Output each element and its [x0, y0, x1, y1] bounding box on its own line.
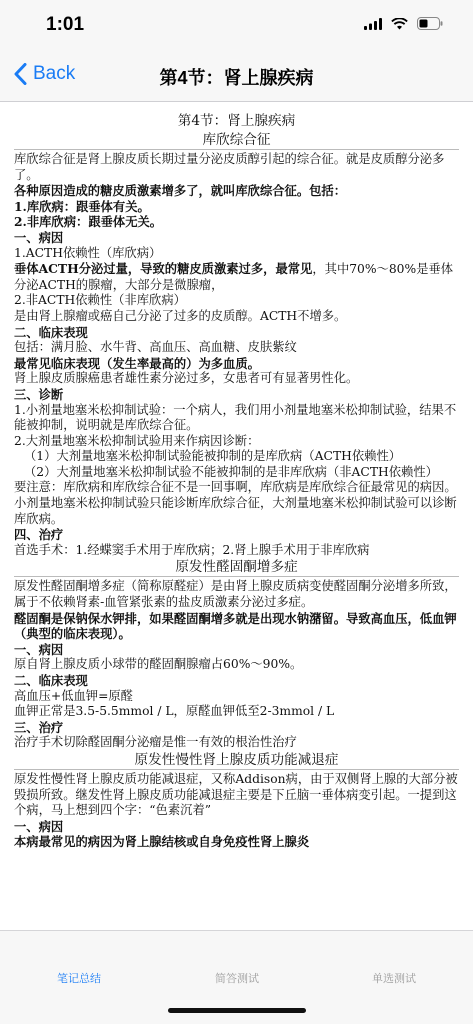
line-text: 本病最常见的病因为肾上腺结核或自身免疫性肾上腺炎 — [14, 834, 310, 850]
battery-icon — [417, 17, 443, 30]
text-line — [14, 449, 459, 465]
line-text: 原发性醛固酮增多症（简称原醛症）是由肾上腺皮质病变使醛固酮分泌增多所致，属于不依赖肾素-血管紧张素的盐皮质激素分泌过多症。 — [14, 579, 457, 610]
line-text: 2.非ACTH依赖性（非库欣病） — [14, 293, 186, 308]
line-text: 三、治疗 — [14, 719, 64, 735]
line-text: 2.非库欣病：跟垂体无关。 — [14, 214, 163, 230]
status-icons — [364, 17, 443, 30]
line-text: 血钾正常是3.5-5.5mmol / L，原醛血钾低至2-3mmol / L — [14, 704, 335, 719]
line-text: （2）大剂量地塞米松抑制试验不能被抑制的是非库欣病（非ACTH依赖性） — [24, 464, 438, 479]
text-line — [14, 496, 459, 527]
tab-short-answer-test[interactable]: 简答测试 — [215, 972, 259, 985]
line-text: 醛固酮是保钠保水钾排，如果醛固酮增多就是出现水钠潴留。导致高血压，低血钾（典型的临床表现）。 — [14, 610, 457, 642]
line-text: 2.大剂量地塞米松抑制试验用来作病因诊断： — [14, 433, 260, 448]
text-line — [14, 834, 459, 850]
line-text: 肾上腺皮质腺癌患者雄性素分泌过多，女患者可有显著男性化。 — [14, 371, 359, 386]
text-line — [14, 152, 459, 183]
line-text: 二、临床表现 — [14, 324, 88, 340]
line-text: 包括：满月脸、水牛背、高血压、高血糖、皮肤紫纹 — [14, 340, 297, 355]
status-time: 1:01 — [46, 14, 85, 35]
text-line — [14, 480, 459, 496]
text-line — [14, 772, 459, 819]
line-text: 要注意：库欣病和库欣综合征不是一回事啊，库欣病是库欣综合征最常见的病因。 — [14, 480, 457, 495]
text-line — [14, 199, 459, 215]
text-line — [14, 642, 459, 658]
line-text: 是由肾上腺瘤或癌自己分泌了过多的皮质醇。ACTH不增多。 — [14, 308, 347, 323]
text-line — [14, 527, 459, 543]
notes-document — [0, 102, 473, 850]
text-line — [14, 720, 459, 736]
line-text: 一、病因 — [14, 818, 64, 834]
text-line — [14, 246, 459, 262]
line-text: 1.库欣病：跟垂体有关。 — [14, 198, 150, 214]
text-line — [14, 543, 459, 559]
line-text: 一、病因 — [14, 641, 64, 657]
text-line — [14, 434, 459, 450]
line-text: 原发性慢性肾上腺皮质功能减退症 — [134, 751, 339, 768]
line-text: 原自肾上腺皮质小球带的醛固酮腺瘤占60%～90%。 — [14, 657, 303, 672]
line-text: 库欣综合征是肾上腺皮质长期过量分泌皮质醇引起的综合征。就是皮质醇分泌多了。 — [14, 152, 445, 182]
section-heading — [14, 751, 459, 770]
text-line — [14, 325, 459, 341]
line-text: （1）大剂量地塞米松抑制试验能被抑制的是库欣病（ACTH依赖性） — [24, 449, 402, 464]
text-line — [14, 403, 459, 434]
text-line — [14, 183, 459, 199]
line-text: 原发性醛固酮增多症 — [175, 559, 298, 576]
line-text: 1.小剂量地塞米松抑制试验：一个病人，我们用小剂量地塞米松抑制试验，结果不能被抑制，说明就是库欣综合征。 — [14, 402, 457, 433]
line-text: ，其中70%～80%是垂体分泌ACTH的腺瘤，大部分是微腺瘤， — [14, 262, 454, 292]
text-line — [14, 293, 459, 309]
line-text: 三、诊断 — [14, 386, 64, 402]
text-line — [14, 214, 459, 230]
text-line — [14, 657, 459, 673]
text-line — [14, 579, 459, 610]
signal-icon — [364, 18, 382, 30]
bold-text: 垂体ACTH分泌过量，导致的糖皮质激素过多，最常见 — [14, 261, 313, 277]
text-line — [14, 230, 459, 246]
section-heading — [14, 558, 459, 577]
line-text: 库欣综合征 — [202, 132, 271, 148]
line-text: 高血压+低血钾=原醛 — [14, 688, 133, 703]
line-text: 第4节：肾上腺疾病 — [177, 113, 296, 129]
line-text: 治疗手术切除醛固酮分泌瘤是惟一有效的根治性治疗 — [14, 735, 297, 750]
tab-notes-summary[interactable]: 笔记总结 — [57, 972, 101, 985]
home-indicator — [168, 1008, 306, 1013]
line-text: 原发性慢性肾上腺皮质功能减退症，又称Addison病，由于双侧肾上腺的大部分被毁损所致。继发性肾上腺皮质功能减退症主要是下丘脑一垂体病变引起。一提到这个病，马上想到四个字：“色素沉着” — [14, 771, 458, 818]
text-line — [14, 309, 459, 325]
text-line — [14, 735, 459, 751]
text-line — [14, 387, 459, 403]
text-line — [14, 689, 459, 705]
page-title: 第4节：肾上腺疾病 — [159, 68, 314, 88]
wifi-icon — [391, 18, 408, 30]
back-button-label: Back — [33, 63, 76, 84]
line-text: 一、病因 — [14, 229, 64, 245]
navigation-bar — [0, 50, 473, 102]
text-line — [14, 673, 459, 689]
section-heading — [14, 131, 459, 150]
line-text: 二、临床表现 — [14, 673, 88, 688]
line-text: 四、治疗 — [14, 527, 64, 543]
line-text: 各种原因造成的糖皮质激素增多了，就叫库欣综合征。包括： — [14, 183, 347, 199]
line-text: 小剂量地塞米松抑制试验只能诊断库欣综合征，大剂量地塞米松抑制试验可以诊断库欣病。 — [14, 496, 457, 526]
line-text: 1.ACTH依赖性（库欣病） — [14, 245, 162, 260]
text-line — [14, 611, 459, 642]
status-bar — [0, 0, 473, 50]
notes-content[interactable] — [0, 102, 473, 930]
text-line — [14, 465, 459, 481]
text-line — [14, 261, 459, 293]
line-text: 首选手术：1.经蝶窦手术用于库欣病；2.肾上腺手术用于非库欣病 — [14, 542, 370, 557]
tab-multiple-choice-test[interactable]: 单选测试 — [372, 972, 416, 985]
text-line — [14, 356, 459, 372]
text-line — [14, 819, 459, 835]
text-line — [14, 371, 459, 387]
text-line — [14, 340, 459, 356]
document-title — [14, 112, 459, 131]
text-line — [14, 704, 459, 720]
line-text: 最常见临床表现（发生率最高的）为多血质。 — [14, 355, 260, 371]
